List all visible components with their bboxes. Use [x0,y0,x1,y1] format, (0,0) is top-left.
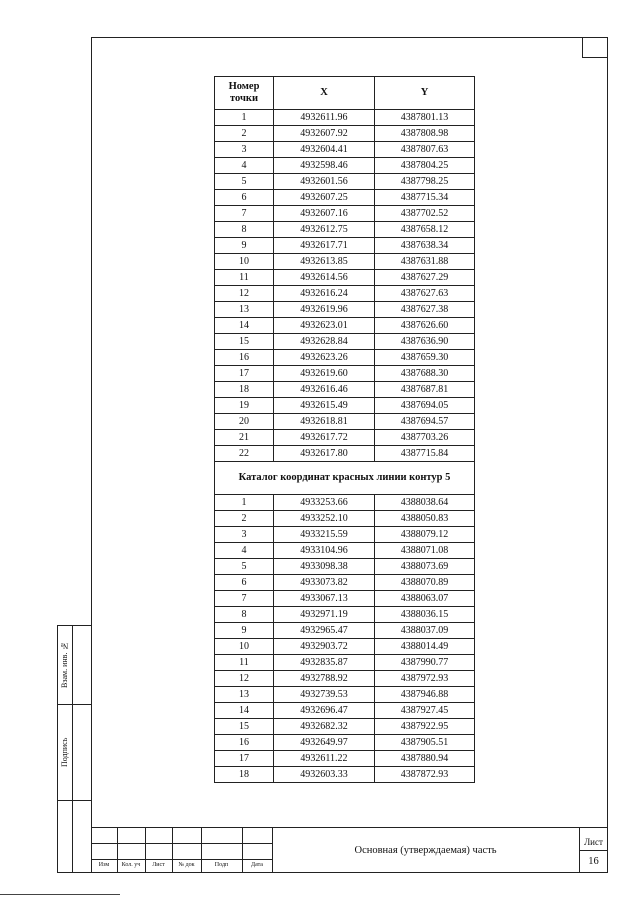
x-cell: 4932903.72 [274,639,375,655]
y-cell: 4387636.90 [375,334,475,350]
table-row [215,158,475,174]
y-cell: 4388037.09 [375,623,475,639]
y-cell: 4387638.34 [375,238,475,254]
table-row [215,318,475,334]
point-number-cell: 6 [215,575,274,591]
y-cell: 4388014.49 [375,639,475,655]
point-number-cell: 4 [215,543,274,559]
table-row [215,302,475,318]
table-row [215,206,475,222]
y-cell: 4387627.38 [375,302,475,318]
point-number-cell: 1 [215,495,274,511]
x-cell: 4932835.87 [274,655,375,671]
table-row [215,527,475,543]
point-number-cell: 3 [215,527,274,543]
table-row [215,495,475,511]
point-number-cell: 1 [215,110,274,126]
y-cell: 4387715.34 [375,190,475,206]
y-cell: 4387702.52 [375,206,475,222]
table-row [215,687,475,703]
y-cell: 4387808.98 [375,126,475,142]
point-number-cell: 14 [215,703,274,719]
title-block-hline [91,843,272,844]
point-number-cell: 19 [215,398,274,414]
x-cell: 4932649.97 [274,735,375,751]
table-row [215,735,475,751]
table-row [215,671,475,687]
point-number-cell: 8 [215,222,274,238]
table-row [215,511,475,527]
point-number-cell: 15 [215,334,274,350]
point-number-cell: 12 [215,671,274,687]
y-cell: 4388071.08 [375,543,475,559]
point-number-cell: 22 [215,446,274,462]
point-number-cell: 5 [215,559,274,575]
y-cell: 4388070.89 [375,575,475,591]
x-cell: 4932696.47 [274,703,375,719]
document-title: Основная (утверждаемая) часть [354,845,497,856]
y-cell: 4388079.12 [375,527,475,543]
point-number-cell: 18 [215,382,274,398]
x-cell: 4933073.82 [274,575,375,591]
point-number-cell: 13 [215,687,274,703]
y-cell: 4387880.94 [375,751,475,767]
x-cell: 4932788.92 [274,671,375,687]
point-number-cell: 3 [215,142,274,158]
footer-rule [0,894,120,895]
y-cell: 4387626.60 [375,318,475,334]
point-number-cell: 2 [215,126,274,142]
x-cell: 4932618.81 [274,414,375,430]
coordinate-block-1 [215,110,475,462]
inventory-number-label: Взам. инв. № [60,641,69,689]
table-row [215,142,475,158]
y-cell: 4387946.88 [375,687,475,703]
x-cell: 4933067.13 [274,591,375,607]
y-cell: 4387804.25 [375,158,475,174]
col-sheet-label: Лист [152,862,165,868]
title-block-hline [579,850,608,851]
x-cell: 4932616.24 [274,286,375,302]
point-number-cell: 10 [215,639,274,655]
header-y: Y [375,77,475,110]
coordinate-table [214,76,475,783]
y-cell: 4387658.12 [375,222,475,238]
table-row [215,719,475,735]
y-cell: 4387801.13 [375,110,475,126]
point-number-cell: 8 [215,607,274,623]
table-row [215,334,475,350]
table-row [215,543,475,559]
side-strip-divider [72,625,73,873]
x-cell: 4932682.32 [274,719,375,735]
table-row [215,623,475,639]
sheet-label: Лист [584,837,603,847]
x-cell: 4932623.26 [274,350,375,366]
table-row [215,190,475,206]
x-cell: 4932598.46 [274,158,375,174]
section-title-row [215,462,475,495]
table-row [215,414,475,430]
x-cell: 4932604.41 [274,142,375,158]
table-row [215,591,475,607]
x-cell: 4933253.66 [274,495,375,511]
col-signature-label: Подп [214,862,229,868]
point-number-cell: 17 [215,366,274,382]
x-cell: 4932616.46 [274,382,375,398]
table-row [215,575,475,591]
table-row [215,286,475,302]
x-cell: 4933215.59 [274,527,375,543]
y-cell: 4388036.15 [375,607,475,623]
signature-label: Подпись [60,737,69,767]
y-cell: 4387703.26 [375,430,475,446]
x-cell: 4932617.80 [274,446,375,462]
table-row [215,254,475,270]
table-header-row [215,77,475,110]
x-cell: 4932617.71 [274,238,375,254]
table-row [215,767,475,783]
x-cell: 4932739.53 [274,687,375,703]
corner-box [582,37,608,58]
point-number-cell: 11 [215,270,274,286]
y-cell: 4388038.64 [375,495,475,511]
table-row [215,751,475,767]
table-row [215,174,475,190]
y-cell: 4387715.84 [375,446,475,462]
col-count-label: Кол. уч [121,862,141,868]
header-point-number: Номер точки [215,77,274,110]
table-row [215,446,475,462]
y-cell: 4387927.45 [375,703,475,719]
header-x: X [274,77,375,110]
x-cell: 4933252.10 [274,511,375,527]
y-cell: 4388073.69 [375,559,475,575]
point-number-cell: 7 [215,206,274,222]
y-cell: 4387627.29 [375,270,475,286]
table-row [215,639,475,655]
y-cell: 4387688.30 [375,366,475,382]
point-number-cell: 21 [215,430,274,446]
point-number-cell: 15 [215,719,274,735]
y-cell: 4387659.30 [375,350,475,366]
coordinate-block-2 [215,495,475,783]
table-row [215,398,475,414]
x-cell: 4932613.85 [274,254,375,270]
x-cell: 4932615.49 [274,398,375,414]
y-cell: 4387807.63 [375,142,475,158]
x-cell: 4932601.56 [274,174,375,190]
x-cell: 4932619.60 [274,366,375,382]
point-number-cell: 20 [215,414,274,430]
y-cell: 4387922.95 [375,719,475,735]
col-change-label: Изм [98,862,110,868]
side-strip-row-divider [57,704,91,705]
y-cell: 4387687.81 [375,382,475,398]
point-number-cell: 7 [215,591,274,607]
point-number-cell: 5 [215,174,274,190]
x-cell: 4932965.47 [274,623,375,639]
y-cell: 4387627.63 [375,286,475,302]
table-row [215,110,475,126]
x-cell: 4932623.01 [274,318,375,334]
x-cell: 4932971.19 [274,607,375,623]
point-number-cell: 4 [215,158,274,174]
y-cell: 4387872.93 [375,767,475,783]
table-row [215,607,475,623]
col-doc-label: № док [178,862,195,868]
table-row [215,350,475,366]
point-number-cell: 14 [215,318,274,334]
table-row [215,655,475,671]
point-number-cell: 9 [215,238,274,254]
table-row [215,703,475,719]
point-number-cell: 2 [215,511,274,527]
table-row [215,366,475,382]
y-cell: 4387694.05 [375,398,475,414]
table-row [215,238,475,254]
table-row [215,270,475,286]
x-cell: 4932611.22 [274,751,375,767]
point-number-cell: 9 [215,623,274,639]
point-number-cell: 13 [215,302,274,318]
y-cell: 4388050.83 [375,511,475,527]
x-cell: 4932612.75 [274,222,375,238]
section-title: Каталог координат красных линии контур 5 [215,462,475,495]
point-number-cell: 6 [215,190,274,206]
side-strip-row-divider [57,800,91,801]
y-cell: 4387798.25 [375,174,475,190]
y-cell: 4388063.07 [375,591,475,607]
y-cell: 4387631.88 [375,254,475,270]
table-row [215,430,475,446]
x-cell: 4932607.25 [274,190,375,206]
point-number-cell: 12 [215,286,274,302]
point-number-cell: 11 [215,655,274,671]
sheet-number: 16 [588,856,599,867]
point-number-cell: 16 [215,350,274,366]
x-cell: 4932611.96 [274,110,375,126]
x-cell: 4932603.33 [274,767,375,783]
table-row [215,126,475,142]
x-cell: 4932607.92 [274,126,375,142]
point-number-cell: 10 [215,254,274,270]
x-cell: 4932628.84 [274,334,375,350]
table-row [215,222,475,238]
point-number-cell: 16 [215,735,274,751]
y-cell: 4387694.57 [375,414,475,430]
title-block-hline [91,859,272,860]
x-cell: 4933104.96 [274,543,375,559]
x-cell: 4932614.56 [274,270,375,286]
y-cell: 4387972.93 [375,671,475,687]
y-cell: 4387905.51 [375,735,475,751]
y-cell: 4387990.77 [375,655,475,671]
x-cell: 4933098.38 [274,559,375,575]
x-cell: 4932617.72 [274,430,375,446]
table-row [215,382,475,398]
table-row [215,559,475,575]
x-cell: 4932607.16 [274,206,375,222]
col-date-label: Дата [251,862,263,868]
point-number-cell: 18 [215,767,274,783]
x-cell: 4932619.96 [274,302,375,318]
point-number-cell: 17 [215,751,274,767]
